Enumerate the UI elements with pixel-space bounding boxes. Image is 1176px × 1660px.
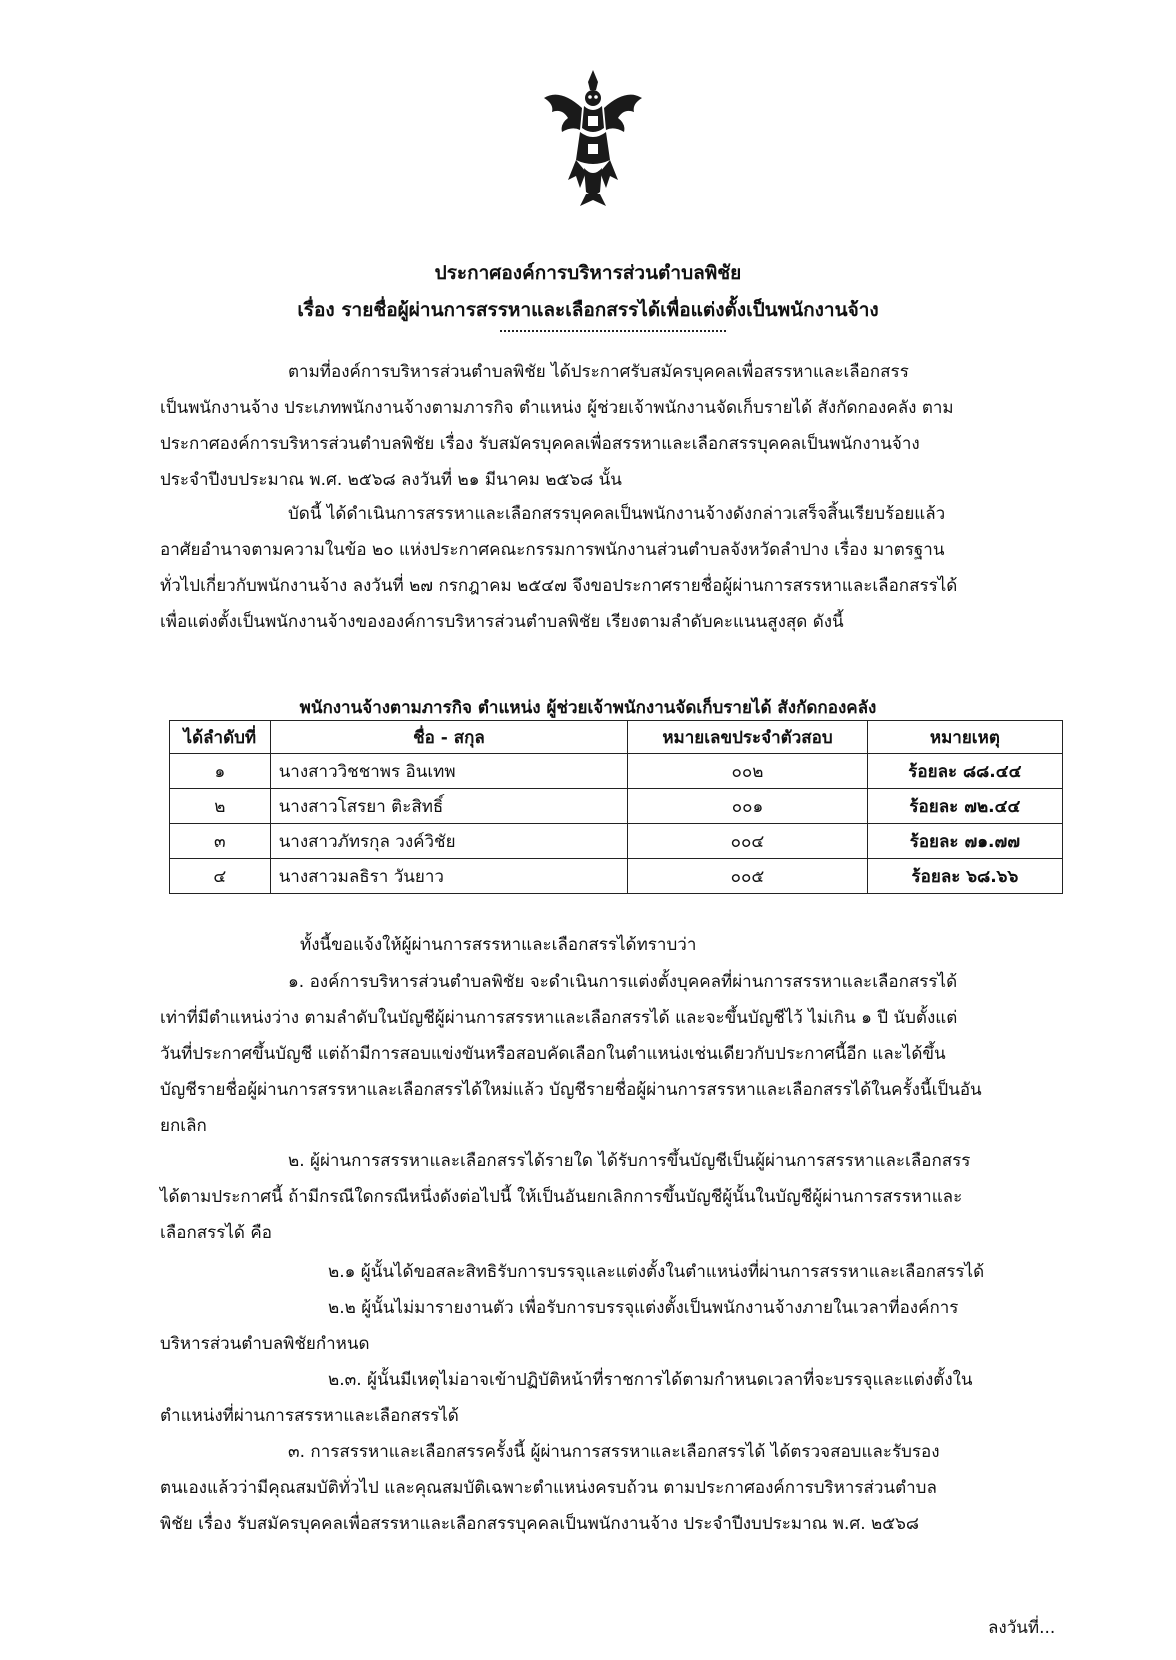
notice-item-3-line: ตนเองแล้วว่ามีคุณสมบัติทั่วไป และคุณสมบัติเฉพาะตำแหน่งครบถ้วน ตามประกาศองค์การบริหารส่วนตำบล [160,1478,937,1498]
header-exam-id: หมายเลขประจำตัวสอบ [628,721,868,754]
paragraph-2 [160,496,957,640]
name-cell: นางสาวโสรยา ติะสิทธิ์ [270,789,628,824]
name-cell: นางสาวมลธิรา วันยาว [270,859,628,894]
rank-cell: ๓ [170,824,271,859]
continued-note: ลงวันที่... [988,1618,1056,1638]
notice-item-2-line: เลือกสรรได้ คือ [160,1223,272,1243]
notice-item-2 [160,1143,970,1251]
exam-id-cell: ๐๐๑ [628,789,868,824]
notice-item-1 [160,964,982,1144]
results-table [169,720,1063,894]
notice-item-2-line: ได้ตามประกาศนี้ ถ้ามีกรณีใดกรณีหนึ่งดังต่อไปนี้ ให้เป็นอันยกเลิกการขึ้นบัญชีผู้นั้นในบัญชีผู้ผ่านการสรรหาและ [160,1187,963,1207]
header-rank: ได้ลำดับที่ [170,721,271,754]
paragraph-1-line: เป็นพนักงานจ้าง ประเภทพนักงานจ้างตามภารกิจ ตำแหน่ง ผู้ช่วยเจ้าพนักงานจัดเก็บรายได้ สังกัดกองคลัง ตาม [160,398,954,418]
rank-cell: ๒ [170,789,271,824]
notice-item-1-line: ยกเลิก [160,1116,207,1136]
notice-item-2-2-line: บริหารส่วนตำบลพิชัยกำหนด [160,1334,370,1354]
paragraph-2-line: บัดนี้ ได้ดำเนินการสรรหาและเลือกสรรบุคคลเป็นพนักงานจ้างดังกล่าวเสร็จสิ้นเรียบร้อยแล้ว [288,504,946,524]
note-cell: ร้อยละ ๘๘.๔๔ [867,754,1062,789]
rank-cell: ๑ [170,754,271,789]
paragraph-1-line: ตามที่องค์การบริหารส่วนตำบลพิชัย ได้ประกาศรับสมัครบุคคลเพื่อสรรหาและเลือกสรร [288,362,909,382]
notice-item-3 [160,1434,940,1542]
notice-item-2-1-line: ๒.๑ ผู้นั้นได้ขอสละสิทธิรับการบรรจุและแต่งตั้งในตำแหน่งที่ผ่านการสรรหาและเลือกสรรได้ [328,1262,985,1282]
note-cell: ร้อยละ ๖๘.๖๖ [867,859,1062,894]
table-row [170,754,1063,789]
notice-item-1-line: ๑. องค์การบริหารส่วนตำบลพิชัย จะดำเนินการแต่งตั้งบุคคลที่ผ่านการสรรหาและเลือกสรรได้ [288,972,958,992]
name-cell: นางสาววิชชาพร อินเทพ [270,754,628,789]
paragraph-2-line: อาศัยอำนาจตามความในข้อ ๒๐ แห่งประกาศคณะกรรมการพนักงานส่วนตำบลจังหวัดลำปาง เรื่อง มาตรฐาน [160,540,945,560]
title-divider [500,330,726,332]
announcement-title: ประกาศองค์การบริหารส่วนตำบลพิชัย [434,262,742,284]
note-cell: ร้อยละ ๗๑.๗๗ [867,824,1062,859]
paragraph-1-line: ประจำปีงบประมาณ พ.ศ. ๒๕๖๘ ลงวันที่ ๒๑ มีนาคม ๒๕๖๘ นั้น [160,470,622,490]
notice-item-2-2 [160,1290,958,1362]
table-row [170,789,1063,824]
notice-item-1-line: วันที่ประกาศขึ้นบัญชี แต่ถ้ามีการสอบแข่งขันหรือสอบคัดเลือกในตำแหน่งเช่นเดียวกับประกาศนี้อีก และได้ขึ้น [160,1044,946,1064]
paragraph-1-line: ประกาศองค์การบริหารส่วนตำบลพิชัย เรื่อง รับสมัครบุคคลเพื่อสรรหาและเลือกสรรบุคคลเป็นพนักงานจ้าง [160,434,920,454]
notice-item-1-line: เท่าที่มีตำแหน่งว่าง ตามลำดับในบัญชีผู้ผ่านการสรรหาและเลือกสรรได้ และจะขึ้นบัญชีไว้ ไม่เกิน ๑ ปี นับตั้งแต่ [160,1008,958,1028]
table-caption: พนักงานจ้างตามภารกิจ ตำแหน่ง ผู้ช่วยเจ้าพนักงานจัดเก็บรายได้ สังกัดกองคลัง [299,698,877,718]
exam-id-cell: ๐๐๔ [628,824,868,859]
exam-id-cell: ๐๐๕ [628,859,868,894]
name-cell: นางสาวภัทรกุล วงค์วิชัย [270,824,628,859]
paragraph-2-line: ทั่วไปเกี่ยวกับพนักงานจ้าง ลงวันที่ ๒๗ กรกฎาคม ๒๕๔๗ จึงขอประกาศรายชื่อผู้ผ่านการสรรหาและเลือกสรรได้ [160,576,958,596]
notice-item-1-line: บัญชีรายชื่อผู้ผ่านการสรรหาและเลือกสรรได้ใหม่แล้ว บัญชีรายชื่อผู้ผ่านการสรรหาและเลือกสรรได้ในครั้งนี้เป็นอัน [160,1080,982,1100]
header-name: ชื่อ - สกุล [270,721,628,754]
announcement-subject: เรื่อง รายชื่อผู้ผ่านการสรรหาและเลือกสรรได้เพื่อแต่งตั้งเป็นพนักงานจ้าง [297,299,879,321]
header-note: หมายเหตุ [867,721,1062,754]
notice-item-2-1 [160,1254,984,1290]
notice-item-2-3-line: ตำแหน่งที่ผ่านการสรรหาและเลือกสรรได้ [160,1406,459,1426]
table-row [170,824,1063,859]
paragraph-2-line: เพื่อแต่งตั้งเป็นพนักงานจ้างขององค์การบริหารส่วนตำบลพิชัย เรียงตามลำดับคะแนนสูงสุด ดังนี้ [160,612,844,632]
notice-item-3-line: ๓. การสรรหาและเลือกสรรครั้งนี้ ผู้ผ่านการสรรหาและเลือกสรรได้ ได้ตรวจสอบและรับรอง [288,1442,940,1462]
exam-id-cell: ๐๐๒ [628,754,868,789]
notice-item-2-3 [160,1362,973,1434]
notice-item-3-line: พิชัย เรื่อง รับสมัครบุคคลเพื่อสรรหาและเลือกสรรบุคคลเป็นพนักงานจ้าง ประจำปีงบประมาณ พ.ศ. ๒๕๖๘ [160,1514,919,1534]
paragraph-1 [160,354,954,498]
note-cell: ร้อยละ ๗๒.๔๔ [867,789,1062,824]
notice-intro: ทั้งนี้ขอแจ้งให้ผู้ผ่านการสรรหาและเลือกสรรได้ทราบว่า [300,935,697,955]
notice-item-2-line: ๒. ผู้ผ่านการสรรหาและเลือกสรรได้รายใด ได้รับการขึ้นบัญชีเป็นผู้ผ่านการสรรหาและเลือกสรร [288,1151,971,1171]
table-header-row [170,721,1063,754]
table-row [170,859,1063,894]
rank-cell: ๔ [170,859,271,894]
garuda-emblem-icon [540,68,646,208]
notice-item-2-3-line: ๒.๓. ผู้นั้นมีเหตุไม่อาจเข้าปฏิบัติหน้าที่ราชการได้ตามกำหนดเวลาที่จะบรรจุและแต่งตั้งใน [328,1370,973,1390]
notice-item-2-2-line: ๒.๒ ผู้นั้นไม่มารายงานตัว เพื่อรับการบรรจุแต่งตั้งเป็นพนักงานจ้างภายในเวลาที่องค์การ [328,1298,959,1318]
